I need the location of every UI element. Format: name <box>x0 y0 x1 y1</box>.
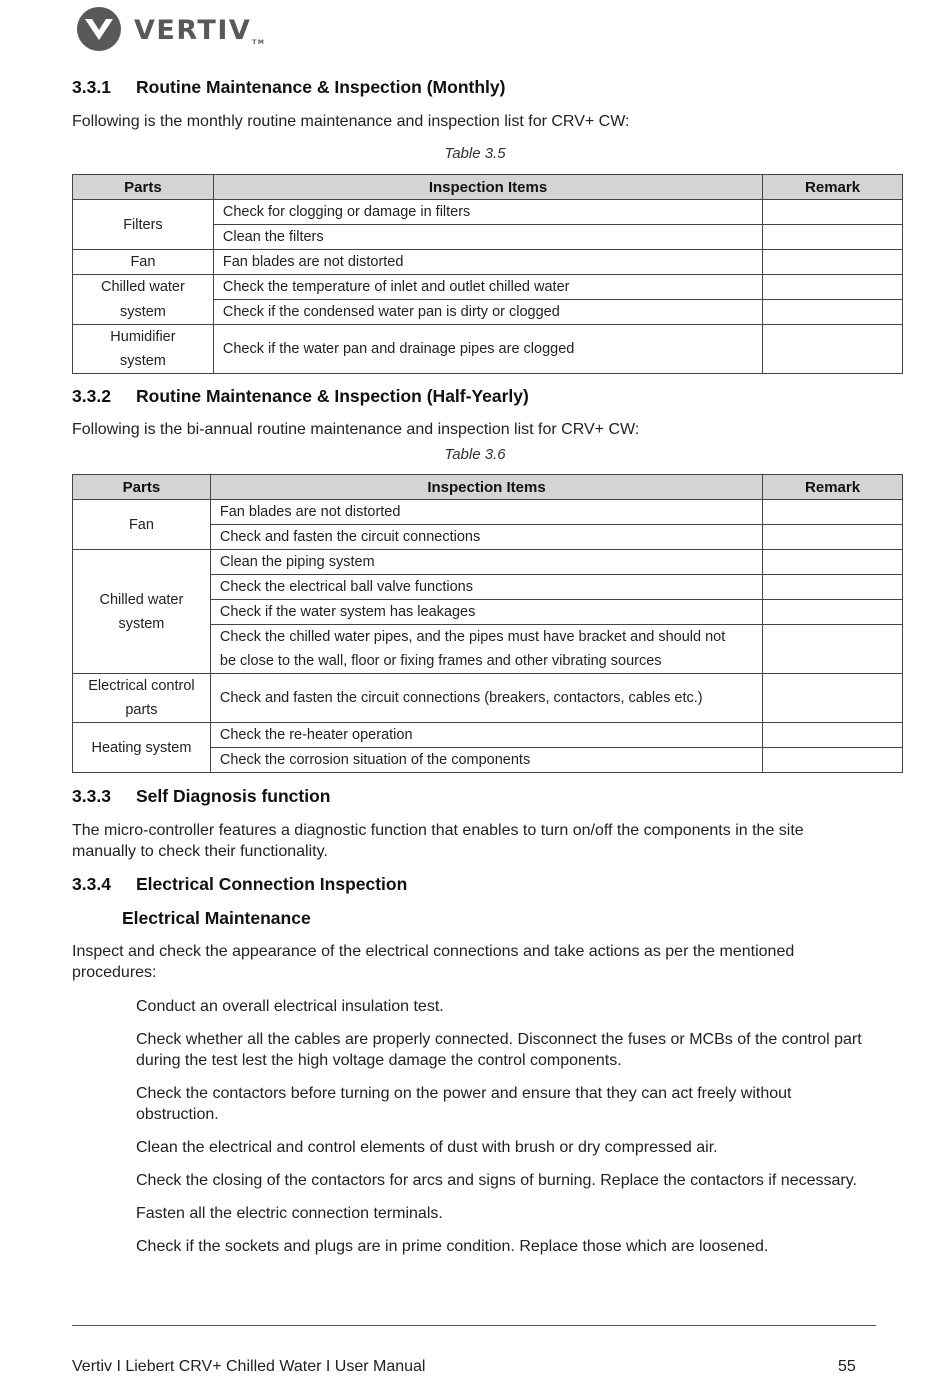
subsection-heading: Electrical Maintenance <box>122 908 311 928</box>
table-header-row <box>73 175 903 200</box>
part-cell <box>73 674 211 723</box>
inspection-item: Fan blades are not distorted <box>213 250 762 275</box>
header-remark: Remark <box>763 475 903 500</box>
section-heading-3-3-4: 3.3.4 Electrical Connection Inspection <box>72 874 408 894</box>
table-row <box>73 674 903 723</box>
inspection-item: Clean the piping system <box>210 550 762 575</box>
table-row <box>73 325 903 374</box>
inspection-item: Check the temperature of inlet and outlet chilled water <box>213 275 762 300</box>
table-row <box>73 723 903 748</box>
part-cell <box>73 325 214 374</box>
inspection-item: Check and fasten the circuit connections (breakers, contactors, cables etc.) <box>210 674 762 723</box>
section-intro: Inspect and check the appearance of the electrical connections and take actions as per the mentioned procedures: <box>72 943 795 981</box>
inspection-item: Check if the water pan and drainage pipes are clogged <box>213 325 762 374</box>
header-inspection-items: Inspection Items <box>210 475 762 500</box>
procedure-list <box>136 996 866 1269</box>
brand-name: VERTIVTM <box>134 14 266 46</box>
table-row <box>73 300 903 325</box>
remark-cell <box>763 300 903 325</box>
list-item: Check the contactors before turning on the power and ensure that they can act freely without obstruction. <box>136 1085 792 1123</box>
part-cell: Fan <box>73 250 214 275</box>
part-cell: Fan <box>73 500 211 550</box>
inspection-item: Check if the condensed water pan is dirty or clogged <box>213 300 762 325</box>
part-label-line: system <box>118 615 165 632</box>
remark-cell <box>763 723 903 748</box>
monthly-inspection-table <box>72 174 903 374</box>
table-row <box>73 200 903 225</box>
inspection-item: Check and fasten the circuit connections <box>210 525 762 550</box>
item-line: be close to the wall, floor or fixing frames and other vibrating sources <box>219 653 662 669</box>
inspection-item: Check the electrical ball valve functions <box>210 575 762 600</box>
header-remark: Remark <box>763 175 903 200</box>
header-parts: Parts <box>73 475 211 500</box>
remark-cell <box>763 674 903 723</box>
remark-cell <box>763 625 903 674</box>
part-cell <box>73 550 211 674</box>
remark-cell <box>763 575 903 600</box>
table-caption: Table 3.6 <box>444 446 506 463</box>
remark-cell <box>763 275 903 300</box>
remark-cell <box>763 325 903 374</box>
remark-cell <box>763 525 903 550</box>
section-intro: Following is the bi-annual routine maintenance and inspection list for CRV+ CW: <box>72 421 640 438</box>
remark-cell <box>763 600 903 625</box>
part-cell: Filters <box>73 200 214 250</box>
list-item: Clean the electrical and control elements of dust with brush or dry compressed air. <box>136 1139 718 1156</box>
table-header-row <box>73 475 903 500</box>
half-yearly-inspection-table <box>72 474 903 773</box>
remark-cell <box>763 550 903 575</box>
list-item: Check the closing of the contactors for arcs and signs of burning. Replace the contactors if necessary. <box>136 1172 857 1189</box>
remark-cell <box>763 500 903 525</box>
part-label-line: parts <box>125 702 158 718</box>
remark-cell <box>763 748 903 773</box>
list-item: Conduct an overall electrical insulation test. <box>136 998 444 1015</box>
list-item: Fasten all the electric connection terminals. <box>136 1205 443 1222</box>
inspection-item: Check if the water system has leakages <box>210 600 762 625</box>
item-line: Check the chilled water pipes, and the pipes must have bracket and should not <box>219 629 726 645</box>
remark-cell <box>763 225 903 250</box>
inspection-item <box>210 625 762 674</box>
part-cell: Heating system <box>73 723 211 773</box>
vertiv-logo <box>76 6 265 52</box>
list-item: Check whether all the cables are properly connected. Disconnect the fuses or MCBs of the control part during the test lest the high voltage damage the control components. <box>136 1031 862 1069</box>
table-row <box>73 550 903 575</box>
table-row <box>73 275 903 300</box>
inspection-item: Check the corrosion situation of the components <box>210 748 762 773</box>
footer-title: Vertiv I Liebert CRV+ Chilled Water I User Manual <box>72 1358 426 1375</box>
part-label-line: Humidifier <box>110 329 176 345</box>
part-label-line: system <box>119 353 166 369</box>
table-row <box>73 250 903 275</box>
section-heading-3-3-2: 3.3.2 Routine Maintenance & Inspection (Half-Yearly) <box>72 386 529 406</box>
table-row <box>73 500 903 525</box>
part-cell: system <box>73 300 214 325</box>
remark-cell <box>763 250 903 275</box>
list-item: Check if the sockets and plugs are in prime condition. Replace those which are loosened. <box>136 1238 769 1255</box>
part-cell: Chilled water <box>73 275 214 300</box>
inspection-item: Fan blades are not distorted <box>210 500 762 525</box>
page-number: 55 <box>838 1358 856 1375</box>
footer-divider <box>72 1325 876 1326</box>
header-inspection-items: Inspection Items <box>213 175 762 200</box>
section-intro: Following is the monthly routine maintenance and inspection list for CRV+ CW: <box>72 113 630 130</box>
part-label-line: Electrical control <box>88 678 195 694</box>
table-caption: Table 3.5 <box>444 145 506 162</box>
header-parts: Parts <box>73 175 214 200</box>
inspection-item: Check the re-heater operation <box>210 723 762 748</box>
section-heading-3-3-1: 3.3.1 Routine Maintenance & Inspection (Monthly) <box>72 77 506 97</box>
remark-cell <box>763 200 903 225</box>
inspection-item: Clean the filters <box>213 225 762 250</box>
vertiv-logo-icon <box>76 6 122 52</box>
part-label-line: Chilled water <box>99 591 184 608</box>
inspection-item: Check for clogging or damage in filters <box>213 200 762 225</box>
section-heading-3-3-3: 3.3.3 Self Diagnosis function <box>72 786 331 806</box>
section-body: The micro-controller features a diagnostic function that enables to turn on/off the components in the site manually to check their functionality. <box>72 822 804 860</box>
